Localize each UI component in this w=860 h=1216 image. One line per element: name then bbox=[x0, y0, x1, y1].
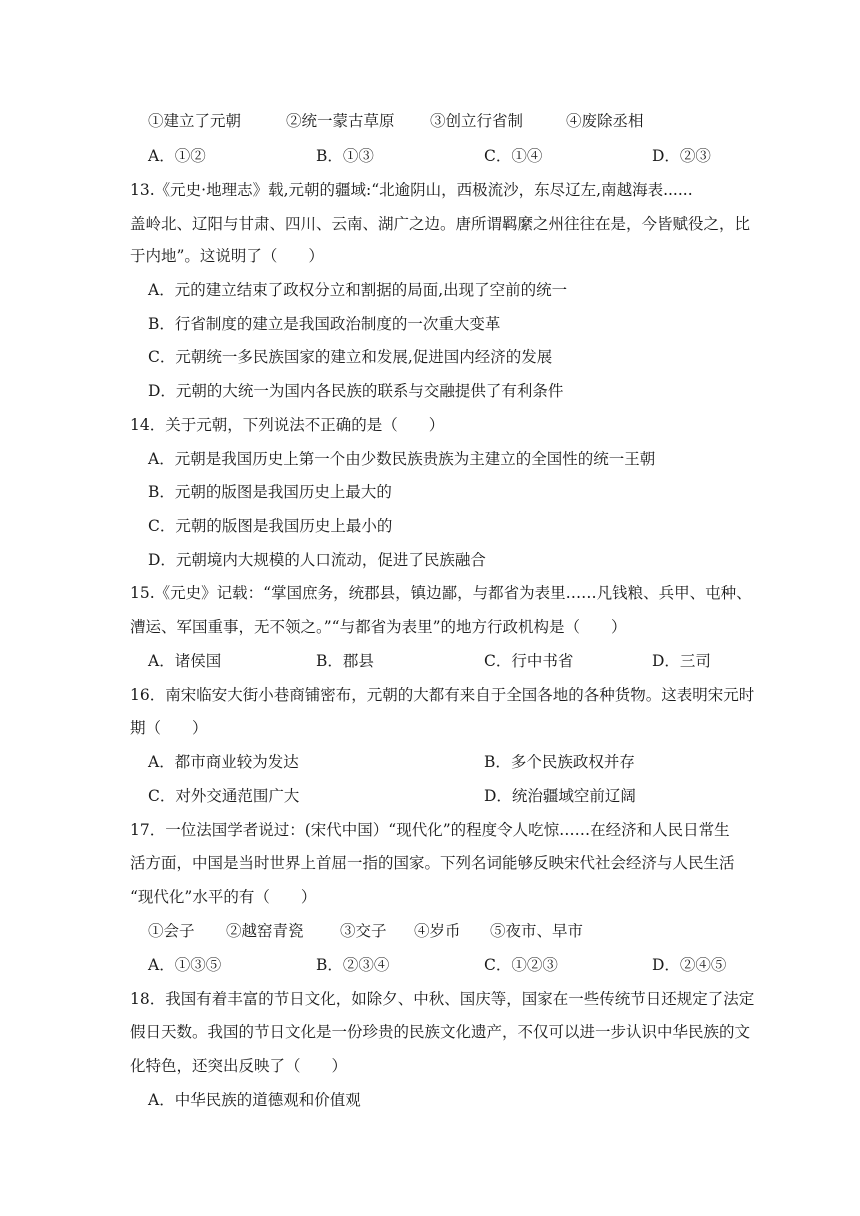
q15-stem-line-1: 15.《元史》记载：“掌国庶务，统郡县，镇边鄙，与都省为表里……凡钱粮、兵甲、屯种、 bbox=[130, 584, 752, 602]
q13-stem-line-3: 于内地”。这说明了（ ） bbox=[130, 247, 324, 265]
q13-stem-line-2: 盖岭北、辽阳与甘肃、四川、云南、湖广之边。唐所谓羁縻之州往往在是，今皆赋役之，比 bbox=[130, 215, 751, 233]
q18-stem-line-3: 化特色，还突出反映了（ ） bbox=[130, 1057, 348, 1075]
q17-stem-line-2: 活方面，中国是当时世界上首屈一指的国家。下列名词能够反映宋代社会经济与人民生活 bbox=[130, 854, 735, 872]
q16-stem-line-1: 16．南宋临安大街小巷商铺密布，元朝的大都有来自于全国各地的各种货物。这表明宋元时 bbox=[130, 686, 755, 704]
q13-option-c: C．元朝统一多民族国家的建立和发展,促进国内经济的发展 bbox=[148, 348, 553, 366]
q13-option-d: D．元朝的大统一为国内各民族的联系与交融提供了有利条件 bbox=[148, 382, 564, 400]
q14-option-d: D．元朝境内大规模的人口流动，促进了民族融合 bbox=[148, 551, 486, 569]
q15-stem-line-2: 漕运、军国重事，无不领之。”“与都省为表里”的地方行政机构是（ ） bbox=[130, 618, 627, 636]
q12-item-1: ①建立了元朝 bbox=[148, 112, 242, 130]
q17-item-1: ①会子 bbox=[148, 922, 195, 940]
q16-option-d: D．统治疆域空前辽阔 bbox=[484, 787, 636, 805]
q13-option-b: B．行省制度的建立是我国政治制度的一次重大变革 bbox=[148, 315, 501, 333]
q15-option-a: A．诸侯国 bbox=[148, 652, 222, 670]
q17-item-2: ②越窑青瓷 bbox=[226, 922, 304, 940]
q13-option-a: A．元的建立结束了政权分立和割据的局面,出现了空前的统一 bbox=[148, 281, 568, 299]
q17-item-4: ④岁币 bbox=[414, 922, 461, 940]
q17-option-c: C．①②③ bbox=[484, 956, 558, 974]
q17-stem-line-3: “现代化”水平的有（ ） bbox=[130, 888, 317, 906]
q12-item-2: ②统一蒙古草原 bbox=[286, 112, 395, 130]
q16-option-a: A．都市商业较为发达 bbox=[148, 753, 299, 771]
q17-option-a: A．①③⑤ bbox=[148, 956, 222, 974]
q16-option-b: B．多个民族政权并存 bbox=[484, 753, 635, 771]
q18-option-a: A．中华民族的道德观和价值观 bbox=[148, 1091, 361, 1109]
q12-option-c: C．①④ bbox=[484, 147, 543, 165]
q16-option-c: C．对外交通范围广大 bbox=[148, 787, 300, 805]
q18-stem-line-1: 18．我国有着丰富的节日文化，如除夕、中秋、国庆等，国家在一些传统节日还规定了法定 bbox=[130, 990, 755, 1008]
q14-option-c: C．元朝的版图是我国历史上最小的 bbox=[148, 517, 393, 535]
q12-item-4: ④废除丞相 bbox=[566, 112, 644, 130]
q12-item-3: ③创立行省制 bbox=[430, 112, 524, 130]
q18-stem-line-2: 假日天数。我国的节日文化是一份珍贵的民族文化遗产，不仅可以进一步认识中华民族的文 bbox=[130, 1023, 751, 1041]
q14-stem: 14．关于元朝，下列说法不正确的是（ ） bbox=[130, 416, 445, 434]
q15-option-c: C．行中书省 bbox=[484, 652, 574, 670]
q17-stem-line-1: 17．一位法国学者说过：(宋代中国）“现代化”的程度令人吃惊……在经济和人民日常生 bbox=[130, 821, 730, 839]
q17-item-5: ⑤夜市、早市 bbox=[490, 922, 584, 940]
q14-option-a: A．元朝是我国历史上第一个由少数民族贵族为主建立的全国性的统一王朝 bbox=[148, 450, 656, 468]
q12-option-d: D．②③ bbox=[652, 147, 711, 165]
q17-item-3: ③交子 bbox=[340, 922, 387, 940]
q15-option-d: D．三司 bbox=[652, 652, 711, 670]
q12-option-a: A．①② bbox=[148, 147, 206, 165]
q17-option-d: D．②④⑤ bbox=[652, 956, 727, 974]
q13-stem-line-1: 13.《元史·地理志》载,元朝的疆域:“北逾阴山，西极流沙，东尽辽左,南越海表...... bbox=[130, 181, 693, 199]
q16-stem-line-2: 期（ ） bbox=[130, 719, 208, 737]
q12-option-b: B．①③ bbox=[316, 147, 374, 165]
q17-option-b: B．②③④ bbox=[316, 956, 390, 974]
q15-option-b: B．郡县 bbox=[316, 652, 374, 670]
q14-option-b: B．元朝的版图是我国历史上最大的 bbox=[148, 483, 392, 501]
